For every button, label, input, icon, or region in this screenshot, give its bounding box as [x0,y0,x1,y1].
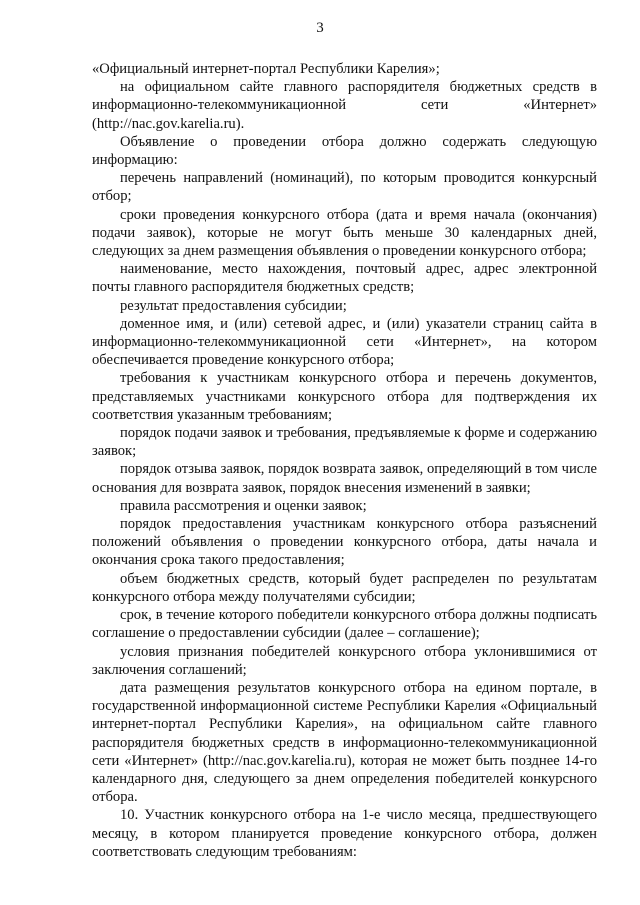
paragraph: Объявление о проведении отбора должно содержать следующую информацию: [92,133,597,169]
paragraph: на официальном сайте главного распорядителя бюджетных средств в информационно-телекоммуникационной сети «Интернет» (http://nac.gov.karelia.ru). [92,79,597,132]
paragraph: 10. Участник конкурсного отбора на 1-е число месяца, предшествующего месяцу, в котором планируется проведение конкурсного отбора, должен соответствовать следующим требованиям: [92,807,597,860]
paragraph: порядок отзыва заявок, порядок возврата заявок, определяющий в том числе основания для возврата заявок, порядок внесения изменений в заявки; [92,461,597,496]
paragraph: сроки проведения конкурсного отбора (дата и время начала (окончания) подачи заявок), которые не могут быть меньше 30 календарных дней, следующих за днем размещения объявления о проведении конкурсного отбора; [92,206,597,260]
paragraph: порядок подачи заявок и требования, предъявляемые к форме и содержанию заявок; [92,425,597,460]
paragraph: дата размещения результатов конкурсного отбора на едином портале, в государственной информационной системе Республики Карелия «Официальный интернет-портал Республики Карелия», на официальном сайте главного распорядителя бюджетных средств в информационно-телекоммуникационной сети «Интернет» (http://nac.gov.karelia.ru), которая не может быть позднее 14-го календарного дня, следующего за днем определения победителей конкурсного отбора. [92,679,597,806]
paragraph: наименование, место нахождения, почтовый адрес, адрес электронной почты главного распорядителя бюджетных средств; [92,261,597,296]
paragraph: объем бюджетных средств, который будет распределен по результатам конкурсного отбора между получателями субсидии; [92,570,597,605]
page-number: 3 [316,20,324,36]
paragraph: результат предоставления субсидии; [120,297,347,314]
paragraph: правила рассмотрения и оценки заявок; [120,497,367,514]
paragraph: «Официальный интернет-портал Республики Карелия»; [92,61,440,77]
paragraph: требования к участникам конкурсного отбора и перечень документов, представляемых участниками конкурсного отбора для подтверждения их соответствия указанным требованиям; [92,370,597,423]
paragraph: доменное имя, и (или) сетевой адрес, и (или) указатели страниц сайта в информационно-телекоммуникационной сети «Интернет», на котором обеспечивается проведение конкурсного отбора; [92,315,597,369]
paragraph: срок, в течение которого победители конкурсного отбора должны подписать соглашение о предоставлении субсидии (далее – соглашение); [92,607,597,642]
paragraph: условия признания победителей конкурсного отбора уклонившимися от заключения соглашений; [92,643,597,678]
document-body [92,60,597,861]
paragraph: перечень направлений (номинаций), по которым проводится конкурсный отбор; [92,170,597,205]
paragraph: порядок предоставления участникам конкурсного отбора разъяснений положений объявления о проведении конкурсного отбора, даты начала и окончания срока такого предоставления; [92,516,597,569]
